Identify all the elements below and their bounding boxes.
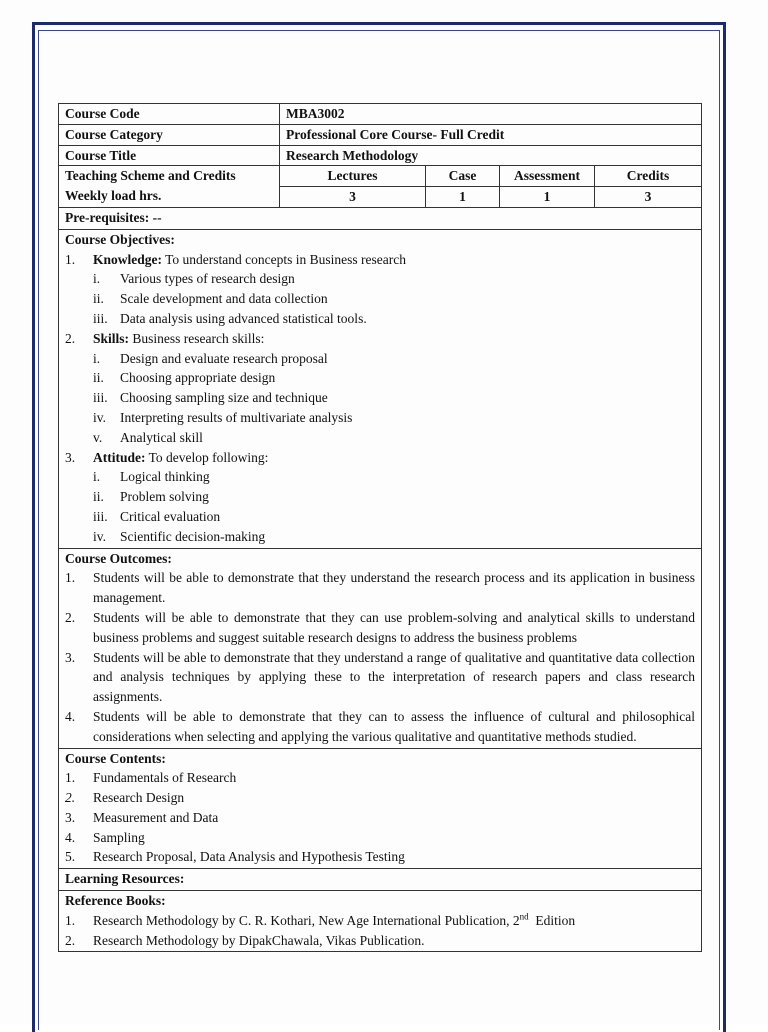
outcome-item	[65, 648, 695, 707]
content-text: Fundamentals of Research	[93, 770, 237, 786]
header-credits: Credits	[626, 168, 670, 184]
sub-text: Various types of research design	[120, 271, 295, 287]
objective-item	[65, 448, 695, 468]
sub-number: ii.	[93, 370, 104, 386]
contents-title: Course Contents:	[65, 750, 166, 766]
contents-block	[59, 749, 701, 869]
outcome-text: Students will be able to demonstrate that they understand a range of qualitative and quantitative data collection and analysis techniques by applying these to the interpretation of research papers and class research assignments.	[93, 649, 695, 705]
learning-resources-row	[59, 869, 701, 891]
sub-text: Design and evaluate research proposal	[120, 350, 328, 366]
reference-edition: Edition	[528, 912, 576, 928]
references-title: Reference Books:	[65, 893, 166, 909]
course-code-label: Course Code	[59, 104, 280, 124]
objectives-block	[59, 230, 701, 548]
sub-text: Choosing appropriate design	[120, 370, 276, 386]
objective-head: Knowledge:	[93, 251, 162, 267]
sub-text: Scale development and data collection	[120, 291, 328, 307]
sub-number: iii.	[93, 508, 108, 524]
outcome-number: 4.	[65, 708, 76, 724]
content-item	[65, 828, 695, 848]
outcome-number: 2.	[65, 609, 76, 625]
objective-text: To develop following:	[145, 449, 269, 465]
course-category-row	[59, 125, 701, 146]
objective-sub-item	[65, 507, 695, 527]
objective-sub-item	[65, 408, 695, 428]
outcome-text: Students will be able to demonstrate that they can use problem-solving and analytical skills to understand business problems and suggest suitable research designs to address the business problems	[93, 609, 695, 645]
reference-item	[65, 911, 695, 931]
sub-number: iii.	[93, 390, 108, 406]
teaching-scheme-row	[59, 166, 701, 208]
reference-number: 2.	[65, 932, 76, 948]
sub-text: Logical thinking	[120, 469, 210, 485]
teaching-scheme-label: Teaching Scheme and Credits	[65, 168, 236, 184]
objective-item	[65, 329, 695, 349]
sub-number: ii.	[93, 291, 104, 307]
objective-sub-item	[65, 467, 695, 487]
objective-sub-item	[65, 388, 695, 408]
reference-text: Research Methodology by C. R. Kothari, New Age International Publication, 2	[93, 912, 520, 928]
sub-text: Analytical skill	[120, 429, 203, 445]
objectives-section	[59, 230, 701, 549]
objective-number: 3.	[65, 449, 76, 465]
outcome-text: Students will be able to demonstrate that they can to assess the influence of cultural and philosophical considerations when selecting and applying the various qualitative and quantitative methods studied.	[93, 708, 695, 744]
content-number: 2.	[65, 790, 76, 806]
objective-head: Skills:	[93, 330, 130, 346]
value-credits: 3	[644, 189, 652, 205]
course-code-value: MBA3002	[286, 106, 345, 121]
outcomes-title: Course Outcomes:	[65, 550, 172, 566]
content-number: 4.	[65, 829, 76, 845]
content-text: Sampling	[93, 829, 145, 845]
teaching-scheme-grid	[280, 166, 701, 207]
sub-text: Scientific decision-making	[120, 528, 266, 544]
prerequisites-row	[59, 208, 701, 230]
objective-sub-item	[65, 368, 695, 388]
course-title-label: Course Title	[59, 146, 280, 166]
reference-number: 1.	[65, 912, 76, 928]
content-item	[65, 847, 695, 867]
course-code-row	[59, 104, 701, 125]
content-text: Measurement and Data	[93, 809, 219, 825]
value-assessment: 1	[500, 187, 595, 207]
content-text: Research Proposal, Data Analysis and Hypothesis Testing	[93, 849, 405, 865]
scheme-header-row	[280, 166, 701, 186]
objective-sub-item	[65, 289, 695, 309]
sub-text: Interpreting results of multivariate analysis	[120, 409, 353, 425]
sub-number: i.	[93, 350, 101, 366]
prerequisites-text: Pre-requisites: --	[65, 209, 162, 225]
content-item	[65, 788, 695, 808]
objective-text: Business research skills:	[129, 330, 265, 346]
outcome-number: 3.	[65, 649, 76, 665]
content-number: 3.	[65, 809, 76, 825]
outcome-item	[65, 568, 695, 608]
course-title-value: Research Methodology	[286, 147, 419, 163]
objective-number: 2.	[65, 330, 76, 346]
header-case: Case	[426, 166, 500, 186]
course-table	[58, 103, 702, 952]
reference-superscript: nd	[519, 911, 529, 922]
course-title-row	[59, 146, 701, 167]
objectives-title: Course Objectives:	[65, 231, 175, 247]
sub-text: Problem solving	[120, 489, 209, 505]
value-lectures: 3	[280, 187, 426, 207]
content-number: 5.	[65, 849, 76, 865]
objective-head: Attitude:	[93, 449, 146, 465]
sub-number: ii.	[93, 489, 104, 505]
content-number: 1.	[65, 770, 76, 786]
references-section	[59, 891, 701, 951]
reference-text: Research Methodology by DipakChawala, Vikas Publication.	[93, 932, 425, 948]
sub-number: iii.	[93, 310, 108, 326]
references-block	[59, 891, 701, 951]
objective-sub-item	[65, 527, 695, 547]
content-item	[65, 808, 695, 828]
course-category-value: Professional Core Course- Full Credit	[286, 126, 505, 142]
sub-number: i.	[93, 271, 101, 287]
course-category-label: Course Category	[59, 125, 280, 145]
header-lectures: Lectures	[280, 166, 426, 186]
outcome-item	[65, 707, 695, 747]
sub-number: iv.	[93, 528, 106, 544]
teaching-scheme-labels	[59, 166, 280, 207]
objective-item	[65, 250, 695, 270]
outcome-item	[65, 608, 695, 648]
sub-text: Critical evaluation	[120, 508, 221, 524]
weekly-load-label: Weekly load hrs.	[65, 188, 162, 204]
objective-sub-item	[65, 269, 695, 289]
contents-section	[59, 749, 701, 870]
scheme-value-row	[280, 186, 701, 207]
objective-sub-item	[65, 349, 695, 369]
reference-item	[65, 931, 695, 951]
objective-sub-item	[65, 309, 695, 329]
learning-resources-title: Learning Resources:	[65, 871, 185, 887]
sub-number: iv.	[93, 409, 106, 425]
content-text: Research Design	[93, 790, 185, 806]
sub-text: Choosing sampling size and technique	[120, 390, 328, 406]
objective-text: To understand concepts in Business research	[162, 251, 406, 267]
header-assessment: Assessment	[500, 166, 595, 186]
outcome-text: Students will be able to demonstrate that they understand the research process and its application in business management.	[93, 570, 695, 606]
objective-sub-item	[65, 487, 695, 507]
outcomes-section	[59, 549, 701, 749]
outcome-number: 1.	[65, 570, 76, 586]
value-case: 1	[426, 187, 500, 207]
sub-text: Data analysis using advanced statistical tools.	[120, 310, 367, 326]
outcomes-block	[59, 549, 701, 748]
objective-number: 1.	[65, 251, 76, 267]
objective-sub-item	[65, 428, 695, 448]
sub-number: i.	[93, 469, 101, 485]
sub-number: v.	[93, 429, 103, 445]
content-item	[65, 768, 695, 788]
